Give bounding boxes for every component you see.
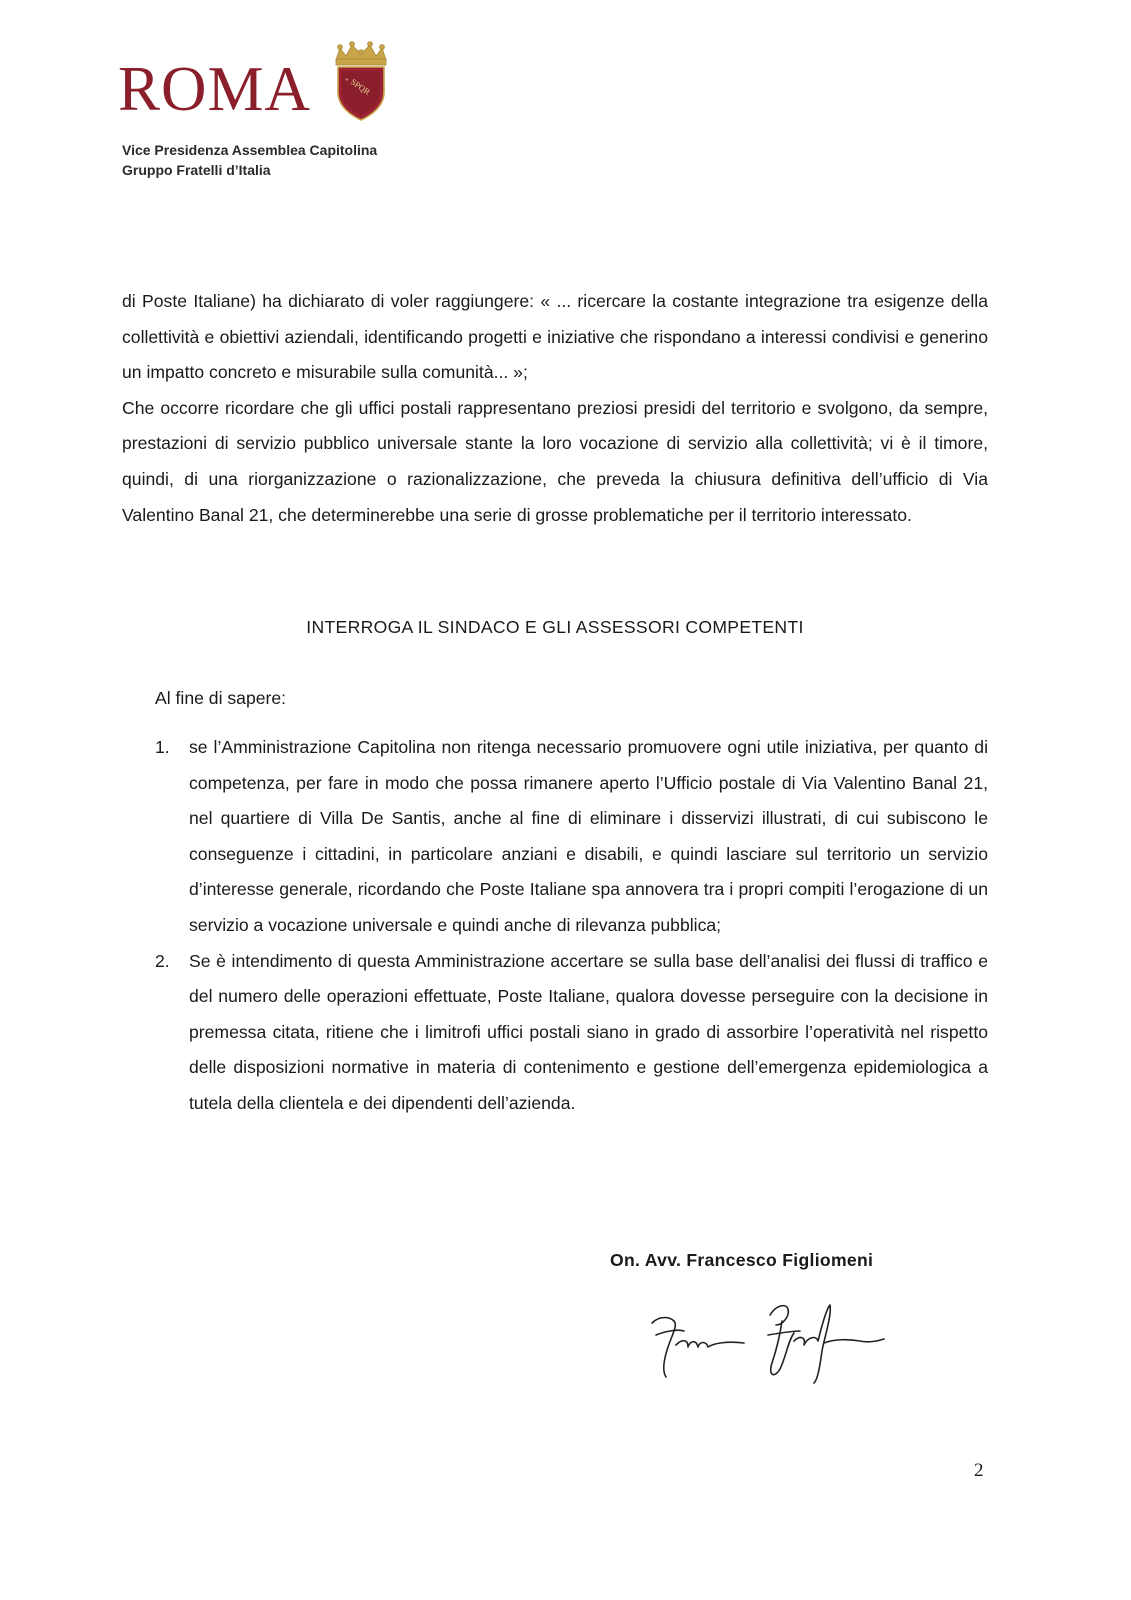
list-item-number: 1. <box>155 737 170 757</box>
list-item-text: Se è intendimento di questa Amministrazione accertare se sulla base dell’analisi dei flussi di traffico e del numero delle operazioni effettuate, Poste Italiane, qualora dovesse perseguire con la decisione in premessa citata, ritiene che i limitrofi uffici postali siano in grado di assorbire l’operatività nel rispetto delle disposizioni normative in materia di contenimento e gestione dell’emergenza epidemiologica a tutela della clientela e dei dipendenti dell’azienda. <box>189 950 988 1113</box>
paragraph-uffici-postali: Che occorre ricordare che gli uffici postali rappresentano preziosi presidi del territorio e svolgono, da sempre, prestazioni di servizio pubblico universale stante la loro vocazione di servizio alla collettività; vi è il timore, quindi, di una riorganizzazione o razionalizzazione, che preveda la chiusura definitiva dell’ufficio di Via Valentino Banal 21, che determinerebbe una serie di grosse problematiche per il territorio interessato. <box>122 397 988 525</box>
roma-logo-text: ROMA <box>118 54 312 124</box>
office-line-vice-presidenza: Vice Presidenza Assemblea Capitolina <box>122 142 378 158</box>
intro-line: Al fine di sapere: <box>155 688 287 708</box>
page-number: 2 <box>974 1460 984 1481</box>
handwritten-signature <box>648 1295 888 1390</box>
list-item-number: 2. <box>155 950 170 971</box>
spqr-crest-icon <box>330 40 392 122</box>
section-heading: INTERROGA IL SINDACO E GLI ASSESSORI COMPETENTI <box>306 617 804 637</box>
list-item <box>155 730 988 944</box>
crest-spqr-text: SPQR <box>349 76 373 97</box>
list-item <box>155 944 988 1122</box>
body-paragraphs <box>122 284 988 533</box>
paragraph-poste-quote: di Poste Italiane) ha dichiarato di voler raggiungere: « ... ricercare la costante integrazione tra esigenze della collettività e obiettivi aziendali, identificando progetti e iniziative che rispondano a interessi condivisi e generino un impatto concreto e misurabile sulla comunità... »; <box>122 291 988 383</box>
numbered-points <box>155 730 988 1122</box>
office-line-gruppo: Gruppo Fratelli d’Italia <box>122 162 271 178</box>
office-header <box>122 140 377 180</box>
signatory-name: On. Avv. Francesco Figliomeni <box>610 1250 874 1270</box>
list-item-text: se l’Amministrazione Capitolina non ritenga necessario promuovere ogni utile iniziativa, per quanto di competenza, per fare in modo che possa rimanere aperto l’Ufficio postale di Via Valentino Banal 21, nel quartiere di Villa De Santis, anche al fine di eliminare i disservizi illustrati, di cui subiscono le conseguenze i cittadini, in particolare anziani e disabili, e quindi lasciare sul territorio un servizio d’interesse generale, ricordando che Poste Italiane spa annovera tra i propri compiti l’erogazione di un servizio a vocazione universale e quindi anche di rilevanza pubblica; <box>189 737 988 935</box>
svg-text:+: + <box>345 76 349 84</box>
